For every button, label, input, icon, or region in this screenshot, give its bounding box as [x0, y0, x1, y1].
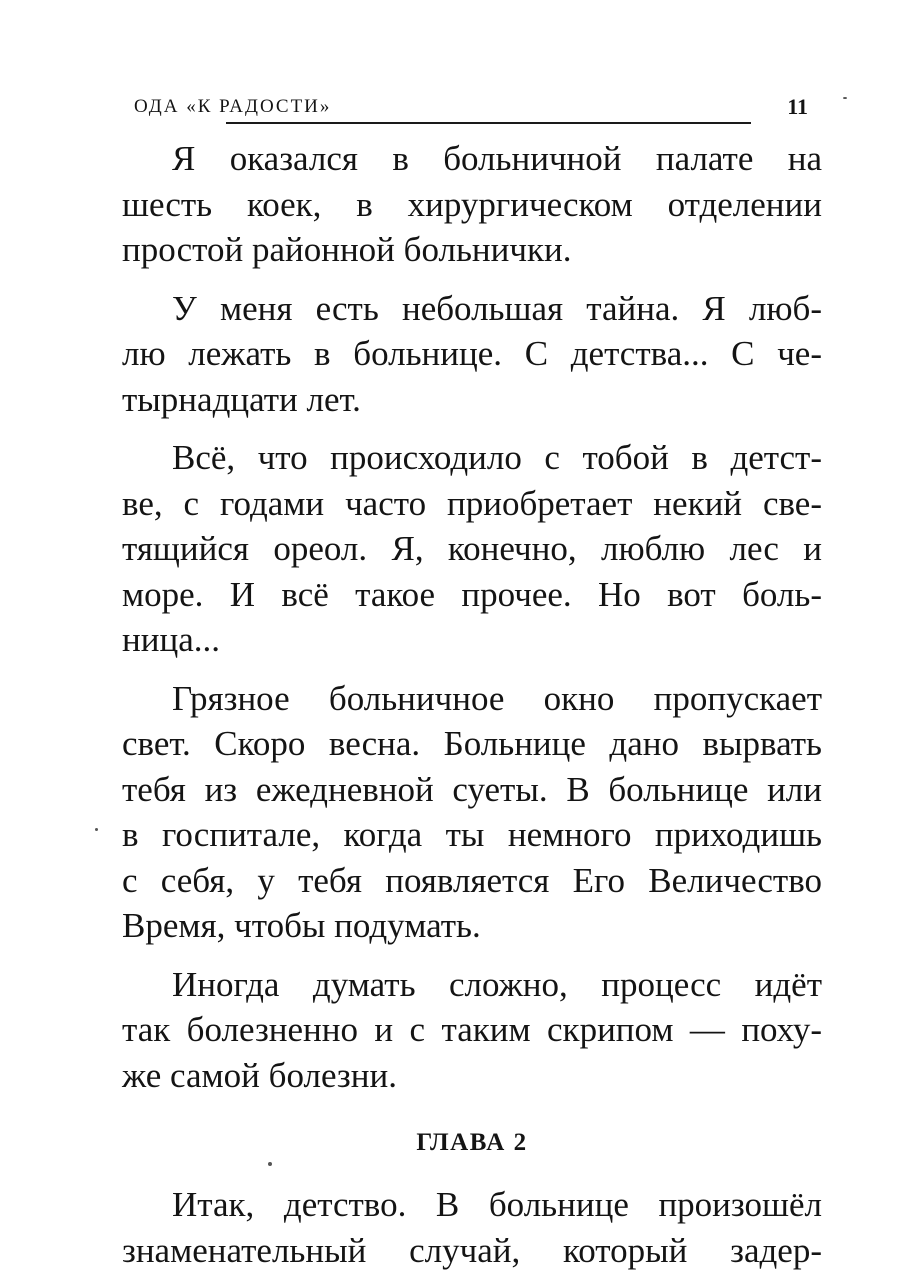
- text-line: ница...: [122, 620, 220, 659]
- text-line: Я оказался в больничной палате на: [172, 139, 822, 178]
- text-line: простой районной больнички.: [122, 230, 572, 269]
- running-head-rule: [226, 122, 751, 124]
- paragraph: [122, 435, 822, 663]
- text-line: же самой болезни.: [122, 1055, 397, 1095]
- chapter-heading: ГЛАВА 2: [416, 1129, 528, 1156]
- scan-speck: [95, 828, 98, 831]
- text-line: так болезненно и с таким скрипом — поху-: [122, 1010, 822, 1049]
- text-line: свет. Скоро весна. Больнице дано вырвать: [122, 724, 822, 763]
- text-line: тящийся ореол. Я, конечно, люблю лес и: [122, 529, 822, 568]
- text-line: море. И всё такое прочее. Но вот боль-: [122, 574, 822, 614]
- text-line: Итак, детство. В больнице произошёл: [172, 1185, 822, 1224]
- paragraph: [122, 1182, 822, 1273]
- text-line: Всё, что происходило с тобой в детст-: [172, 438, 822, 477]
- text-line: У меня есть небольшая тайна. Я люб-: [172, 288, 822, 328]
- text-line: тебя из ежедневной суеты. В больнице или: [122, 769, 822, 809]
- text-line: знаменательный случай, который задер-: [122, 1230, 822, 1270]
- running-head: [134, 96, 824, 126]
- text-line: в госпитале, когда ты немного приходишь: [122, 815, 822, 854]
- paragraph: [122, 136, 822, 273]
- paragraph: [122, 962, 822, 1099]
- text-line: Время, чтобы подумать.: [122, 906, 481, 945]
- running-head-title: ОДА «К РАДОСТИ»: [134, 96, 332, 117]
- text-line: лю лежать в больнице. С детства... С че-: [122, 334, 822, 373]
- text-line: шесть коек, в хирургическом отделении: [122, 184, 822, 224]
- paragraph: [122, 676, 822, 949]
- page-number: 11: [787, 94, 808, 119]
- text-line: Грязное больничное окно пропускает: [172, 678, 822, 718]
- paragraph: [122, 286, 822, 423]
- text-line: с себя, у тебя появляется Его Величество: [122, 860, 822, 900]
- text-line: тырнадцати лет.: [122, 379, 361, 419]
- scan-speck: [268, 1162, 272, 1166]
- text-line: Иногда думать сложно, процесс идёт: [172, 964, 822, 1004]
- text-line: ве, с годами часто приобретает некий све-: [122, 483, 822, 523]
- body-text: [122, 136, 822, 1286]
- scan-speck: [843, 97, 847, 99]
